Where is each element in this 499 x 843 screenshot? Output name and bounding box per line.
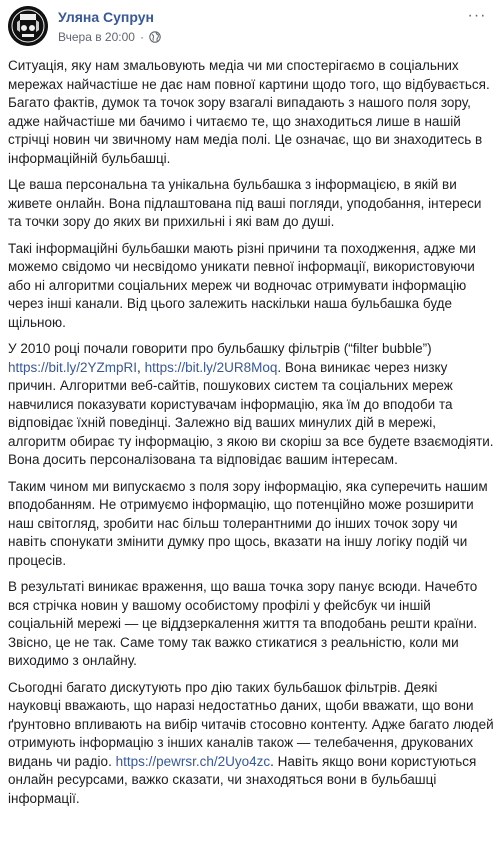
post-link[interactable]: https://bit.ly/2YZmpRI <box>8 359 138 375</box>
paragraph-text: . Навіть якщо вони користуються онлайн ресурсами, важко сказати, чи знаходяться вони в бульбашці інформації. <box>8 753 477 806</box>
paragraph-text: . Вона виникає через низку причин. Алгоритми веб-сайтів, пошукових систем та соціальних мереж навчилися показувати користувачам інформацію, яка їм до вподоби та відповідає їхній поведінці. Залежно від ваших минулих дій в мережі, алгоритм обирає ту інформацію, з якою ви скоріш за все будете взаємодіяти. Вона досить персоналізована та відповідає вашим інтересам. <box>8 359 494 467</box>
post-timestamp[interactable]: Вчера в 20:00 <box>58 30 135 44</box>
paragraph-text: В результаті виникає враження, що ваша точка зору панує всюди. Начебто вся стрічка новин у вашому особистому профілі у фейсбук чи іншій соціальній мережі — це віддзеркалення життя та вподобань решти країни. Звісно, це не так. Саме тому так важко стикатися з реальністю, коли ми виходимо з онлайну. <box>8 579 478 668</box>
post-paragraph <box>8 340 494 470</box>
post-header <box>8 6 491 46</box>
more-options-icon[interactable]: ··· <box>467 7 487 24</box>
paragraph-text: Сьогодні багато дискутують про дію таких бульбашок фільтрів. Деякі науковці вважають, що наразі недостатньо даних, щоби вважати, що вони ґрунтовно впливають на вибір читачів стосовно контенту. Адже багато людей отримують інформацію з інших каналів також — телебачення, друкованих видань чи радіо. <box>8 679 494 769</box>
paragraph-text: Ситуація, яку нам змальовують медіа чи ми спостерігаємо в соціальних мережах найчастіше не дає нам повної картини щодо того, що відбувається. Багато фактів, думок та точок зору взагалі випадають з нашого поля зору, адже найчастіше ми бачимо і читаємо те, що знаходиться лише в нашій стрічці новин чи звичному нам медіа полі. Це означає, що ви знаходитесь в інформаційній бульбашці. <box>8 58 490 166</box>
post-body <box>8 57 494 816</box>
post-meta <box>58 30 161 44</box>
paragraph-text: У 2010 році почали говорити про бульбашку фільтрів (“filter bubble”) <box>8 341 432 356</box>
post-paragraph <box>8 478 494 571</box>
avatar-logo-icon <box>8 6 48 46</box>
author-avatar[interactable] <box>8 6 48 46</box>
paragraph-text: Таким чином ми випускаємо з поля зору інформацію, яка суперечить нашим вподобанням. Не отримуємо інформацію, що потенційно може розширити наш світогляд, зробити нас більш толерантними до інших точок зору чи навіть спонукати змінити думку про щось, вказати на іншу логіку подій чи процесів. <box>8 478 488 568</box>
post-link[interactable]: https://pewrsr.ch/2Uyo4zc <box>115 753 271 769</box>
post-link[interactable]: https://bit.ly/2UR8Moq <box>144 359 278 375</box>
post-paragraph <box>8 57 494 168</box>
paragraph-text: Такі інформаційні бульбашки мають різні причини та походження, адже ми можемо свідомо чи несвідомо уникати певної інформації, використовуючи або ні алгоритми соціальних мереж чи водночас отримувати інформацію через інші канали. Від цього залежить наскільки наша бульбашка буде щільною. <box>8 240 476 330</box>
meta-separator: · <box>139 30 144 44</box>
globe-icon[interactable] <box>149 31 161 43</box>
paragraph-text: , <box>137 359 145 375</box>
post-paragraph <box>8 679 494 809</box>
paragraph-text: Це ваша персональна та унікальна бульбашка з інформацією, в якій ви живете онлайн. Вона підлаштована під ваші погляди, уподобання, інтереси та точки зору до яких ви прихильні і які вам до душі. <box>8 177 482 229</box>
post-paragraph <box>8 240 494 333</box>
post-paragraph <box>8 176 494 232</box>
author-name[interactable]: Уляна Супрун <box>58 9 154 25</box>
post-paragraph <box>8 578 494 671</box>
